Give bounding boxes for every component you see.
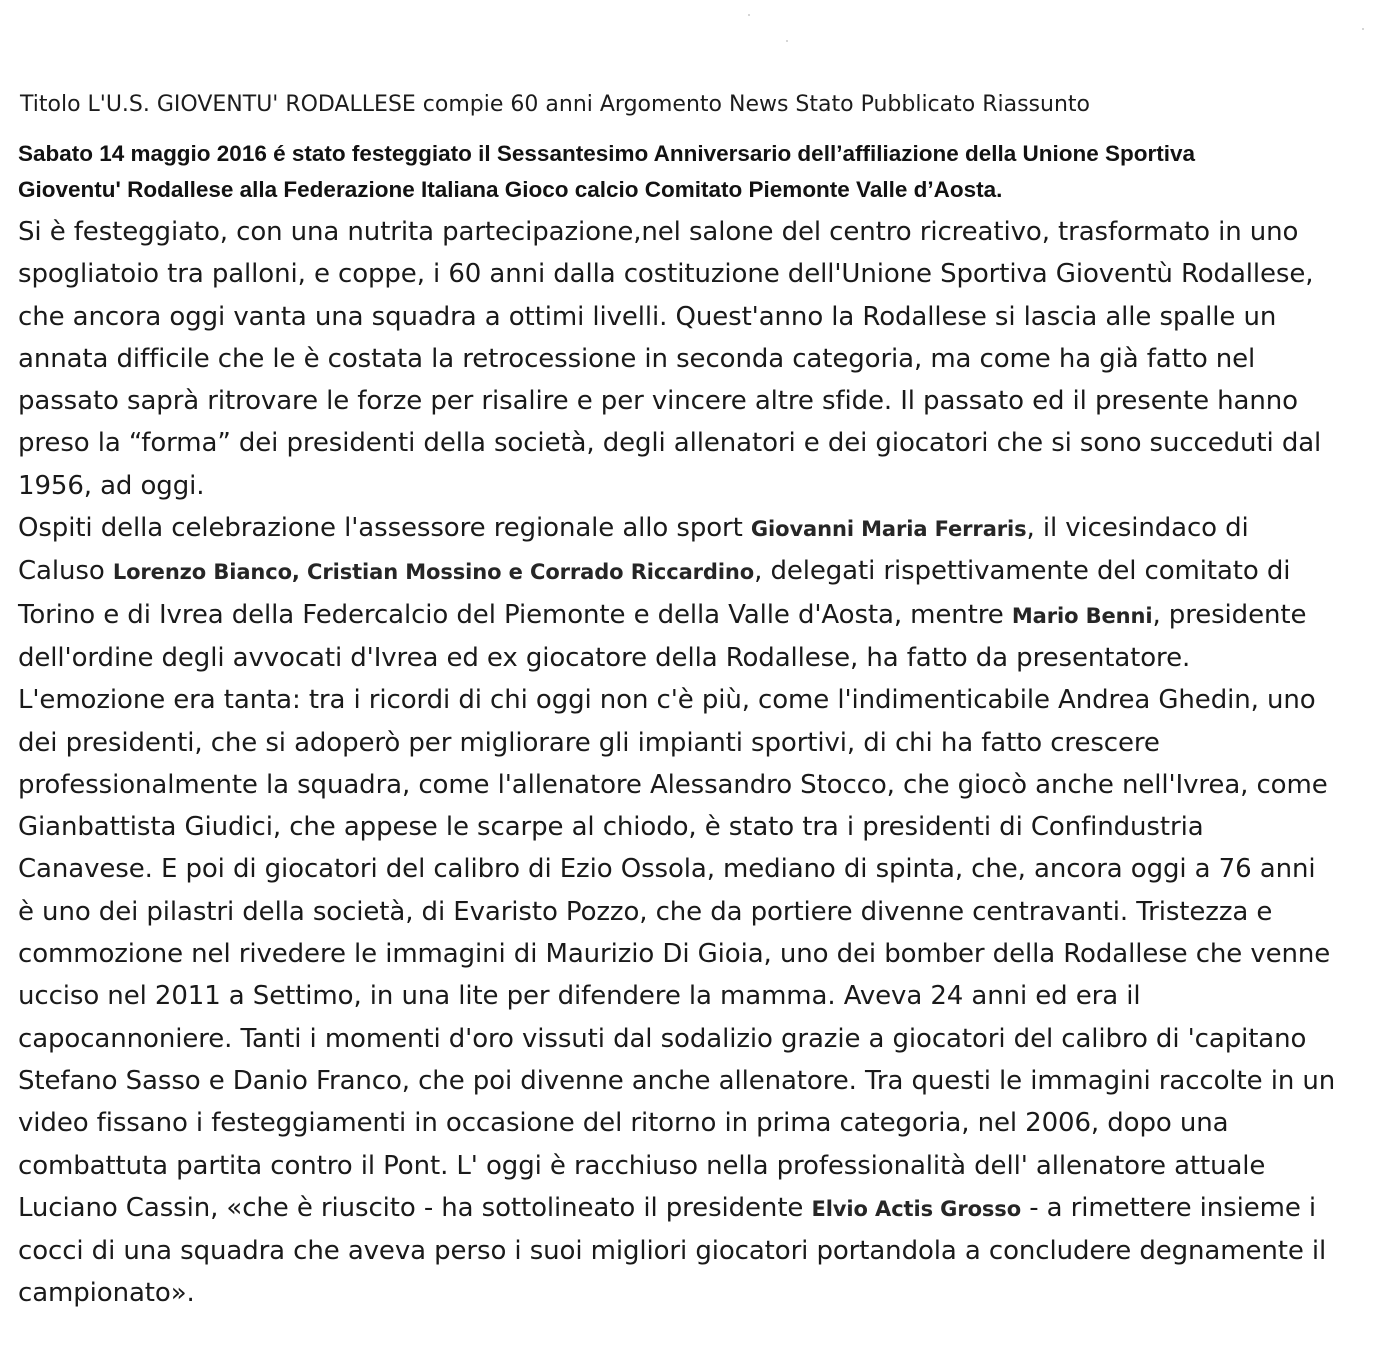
- body-line: [18, 507, 1378, 550]
- body-line: annata difficile che le è costata la retrocessione in seconda categoria, ma come ha già fatto nel: [18, 343, 1256, 374]
- body-line: campionato».: [18, 1278, 195, 1309]
- body-text: Ospiti della celebrazione l'assessore regionale allo sport: [18, 513, 751, 544]
- body-line: [18, 550, 1378, 593]
- body-line: [18, 594, 1378, 637]
- body-line: preso la “forma” dei presidenti della società, degli allenatori e dei giocatori che si sono succeduti dal: [18, 428, 1322, 459]
- headline-line: Gioventu' Rodallese alla Federazione Italiana Gioco calcio Comitato Piemonte Valle d’Aosta.: [18, 177, 1003, 202]
- body-line: video fissano i festeggiamenti in occasione del ritorno in prima categoria, nel 2006, dopo una: [18, 1108, 1229, 1139]
- body-line: Si è festeggiato, con una nutrita partecipazione,nel salone del centro ricreativo, trasformato in uno: [18, 217, 1299, 247]
- body-line: dei presidenti, che si adoperò per migliorare gli impianti sportivi, di chi ha fatto crescere: [18, 727, 1160, 758]
- body-text: Torino e di Ivrea della Federcalcio del Piemonte e della Valle d'Aosta, mentre: [18, 599, 1012, 630]
- body-text: , delegati rispettivamente del comitato di: [754, 556, 1291, 587]
- body-line: combattuta partita contro il Pont. L' oggi è racchiuso nella professionalità dell' allenatore attuale: [18, 1150, 1266, 1181]
- body-text: , il vicesindaco di: [1026, 513, 1249, 544]
- body-line: Gianbattista Giudici, che appese le scarpe al chiodo, è stato tra i presidenti di Confindustria: [18, 812, 1204, 843]
- body-line: che ancora oggi vanta una squadra a ottimi livelli. Quest'anno la Rodallese si lascia alle spalle un: [18, 301, 1277, 332]
- article-headline: [18, 136, 1368, 208]
- headline-line: Sabato 14 maggio 2016 é stato festeggiato il Sessantesimo Anniversario dell’affiliazione della Unione Sportiva: [18, 141, 1196, 166]
- body-line: Stefano Sasso e Danio Franco, che poi divenne anche allenatore. Tra questi le immagini raccolte in un: [18, 1065, 1336, 1096]
- body-text: - a rimettere insieme i: [1021, 1192, 1317, 1223]
- body-text: Luciano Cassin, «che è riuscito - ha sottolineato il presidente: [18, 1192, 812, 1223]
- body-line: 1956, ad oggi.: [18, 470, 205, 501]
- scan-speck: [786, 40, 788, 42]
- body-text: , presidente: [1152, 599, 1307, 630]
- body-text: Caluso: [18, 556, 113, 587]
- person-name: Elvio Actis Grosso: [811, 1196, 1022, 1221]
- article-body: [18, 211, 1378, 1315]
- scan-speck: [748, 14, 750, 16]
- person-names: Lorenzo Bianco, Cristian Mossino e Corrado Riccardino: [112, 560, 755, 585]
- article-meta-line: Titolo L'U.S. GIOVENTU' RODALLESE compie 60 anni Argomento News Stato Pubblicato Riassunto: [20, 92, 1090, 117]
- body-line: L'emozione era tanta: tra i ricordi di chi oggi non c'è più, come l'indimenticabile Andrea Ghedin, uno: [18, 685, 1316, 716]
- body-line: [18, 1187, 1378, 1230]
- body-line: ucciso nel 2011 a Settimo, in una lite per difendere la mamma. Aveva 24 anni ed era il: [18, 981, 1141, 1012]
- body-line: dell'ordine degli avvocati d'Ivrea ed ex giocatore della Rodallese, ha fatto da presentatore.: [18, 642, 1191, 673]
- body-line: capocannoniere. Tanti i momenti d'oro vissuti dal sodalizio grazie a giocatori del calibro di 'capitano: [18, 1023, 1307, 1054]
- body-line: commozione nel rivedere le immagini di Maurizio Di Gioia, uno dei bomber della Rodallese che venne: [18, 939, 1331, 970]
- body-line: passato saprà ritrovare le forze per risalire e per vincere altre sfide. Il passato ed il presente hanno: [18, 386, 1298, 417]
- scan-speck: [1362, 28, 1364, 30]
- body-line: Canavese. E poi di giocatori del calibro di Ezio Ossola, mediano di spinta, che, ancora oggi a 76 anni: [18, 854, 1316, 885]
- body-line: spogliatoio tra palloni, e coppe, i 60 anni dalla costituzione dell'Unione Sportiva Gioventù Rodallese,: [18, 259, 1314, 290]
- body-line: cocci di una squadra che aveva perso i suoi migliori giocatori portandola a concludere degnamente il: [18, 1236, 1327, 1267]
- body-line: professionalmente la squadra, come l'allenatore Alessandro Stocco, che giocò anche nell'Ivrea, come: [18, 769, 1328, 800]
- body-line: è uno dei pilastri della società, di Evaristo Pozzo, che da portiere divenne centravanti. Tristezza e: [18, 896, 1273, 927]
- person-name: Giovanni Maria Ferraris: [750, 517, 1027, 542]
- person-name: Mario Benni: [1011, 603, 1153, 628]
